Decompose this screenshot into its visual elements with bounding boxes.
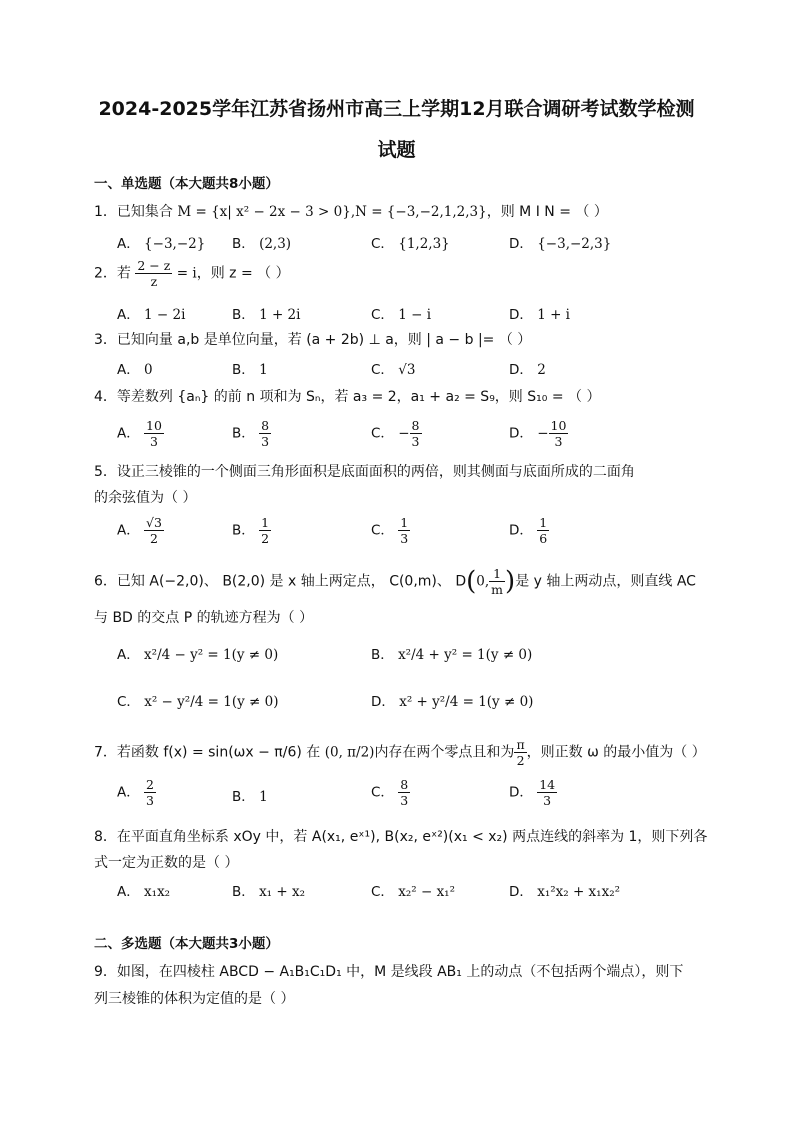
option-d[interactable]: D． − $\frac{10}{3}$ bbox=[509, 418, 567, 449]
option-b[interactable]: B． x²/4 + y² = 1(y ≠ 0) bbox=[371, 647, 533, 663]
option-d[interactable]: D． x₁²x₂ + x₁x₂² bbox=[509, 884, 621, 900]
question-2: 2．若 $\frac{2 - z}{z}$ = i，则 z = （ ） bbox=[94, 258, 290, 289]
section-heading-single-choice: 一、单选题（本大题共8小题） bbox=[94, 176, 279, 192]
option-a[interactable]: A． x₁x₂ bbox=[117, 884, 171, 900]
option-a[interactable]: A． $\frac{2}{3}$ bbox=[117, 777, 154, 808]
question-8-continued: 式一定为正数的是（ ） bbox=[94, 855, 239, 871]
page-title: 2024-2025学年江苏省扬州市高三上学期12月联合调研考试数学检测 bbox=[98, 98, 695, 120]
question-number: 1． bbox=[94, 204, 117, 220]
question-1 bbox=[94, 201, 608, 221]
math-set-m: M = {x| x² − 2x − 3 > 0} bbox=[177, 204, 351, 220]
math-interval: (0, π/2) bbox=[324, 744, 375, 761]
section-heading-multiple-choice: 二、多选题（本大题共3小题） bbox=[94, 936, 279, 952]
option-c[interactable]: C． $\frac{1}{3}$ bbox=[371, 515, 409, 546]
question-9-continued: 列三棱锥的体积为定值的是（ ） bbox=[94, 991, 295, 1007]
option-d[interactable]: D． 2 bbox=[509, 362, 546, 378]
option-b[interactable]: B． 1 bbox=[232, 362, 268, 378]
option-a[interactable]: A． $\frac{√3}{2}$ bbox=[117, 515, 162, 546]
question-text: 已知集合 bbox=[116, 204, 173, 220]
question-3: 3．已知向量 a,b 是单位向量，若 (a + 2b) ⊥ a，则 | a − b |= （ ） bbox=[94, 332, 532, 348]
fraction: $\frac{2 - z}{z}$ bbox=[137, 258, 171, 289]
option-c[interactable]: C． 1 − i bbox=[371, 307, 432, 323]
question-text: ，则 M I N = （ ） bbox=[486, 204, 608, 220]
option-a[interactable]: A． x²/4 − y² = 1(y ≠ 0) bbox=[117, 647, 279, 663]
option-c[interactable]: C． {1,2,3} bbox=[371, 236, 450, 252]
question-6-continued: 与 BD 的交点 P 的轨迹方程为（ ） bbox=[94, 610, 314, 626]
question-7: 7．若函数 f(x) = sin(ωx − π/6) 在 (0, π/2)内存在两个零点且和为 $\frac{\pi}{2}$ ，则正数 ω 的最小值为（ ） bbox=[94, 737, 706, 768]
option-d[interactable]: D． x² + y²/4 = 1(y ≠ 0) bbox=[371, 694, 534, 710]
option-d[interactable]: D． $\frac{14}{3}$ bbox=[509, 777, 556, 808]
math-set-n: ,N = {−3,−2,1,2,3} bbox=[350, 204, 487, 220]
option-b[interactable]: B． $\frac{1}{2}$ bbox=[232, 515, 270, 546]
option-b[interactable]: B． x₁ + x₂ bbox=[232, 884, 306, 900]
question-6: 6．已知 A(−2,0)、 B(2,0) 是 x 轴上两定点， C(0,m)、 D(0, $\frac{1}{m}$ )是 y 轴上两动点，则直线 AC bbox=[94, 566, 696, 597]
option-b[interactable]: B． 1 + 2i bbox=[232, 307, 301, 323]
question-4: 4．等差数列 {aₙ} 的前 n 项和为 Sₙ，若 a₃ = 2，a₁ + a₂ = S₉，则 S₁₀ = （ ） bbox=[94, 389, 601, 405]
option-d[interactable]: D． 1 + i bbox=[509, 307, 571, 323]
question-5-continued: 的余弦值为（ ） bbox=[94, 490, 197, 506]
option-c[interactable]: C． √3 bbox=[371, 362, 416, 378]
page-title-continued: 试题 bbox=[377, 139, 416, 161]
option-d[interactable]: D． {−3,−2,3} bbox=[509, 236, 612, 252]
option-a[interactable]: A． 0 bbox=[117, 362, 153, 378]
option-c[interactable]: C． x² − y²/4 = 1(y ≠ 0) bbox=[117, 694, 279, 710]
option-a[interactable]: A． 1 − 2i bbox=[117, 307, 186, 323]
question-9: 9．如图，在四棱柱 ABCD − A₁B₁C₁D₁ 中，M 是线段 AB₁ 上的动点（不包括两个端点），则下 bbox=[94, 964, 684, 980]
option-b[interactable]: B． 1 bbox=[232, 789, 268, 805]
option-d[interactable]: D． $\frac{1}{6}$ bbox=[509, 515, 548, 546]
question-8: 8．在平面直角坐标系 xOy 中，若 A(x₁, eˣ¹), B(x₂, eˣ²)(x₁ < x₂) 两点连线的斜率为 1，则下列各 bbox=[94, 829, 708, 845]
option-b[interactable]: B． $\frac{8}{3}$ bbox=[232, 418, 270, 449]
option-b[interactable]: B． (2,3) bbox=[232, 236, 292, 252]
option-c[interactable]: C． − $\frac{8}{3}$ bbox=[371, 418, 420, 449]
option-a[interactable]: A． $\frac{10}{3}$ bbox=[117, 418, 162, 449]
option-a[interactable]: A． {−3,−2} bbox=[117, 236, 206, 252]
option-c[interactable]: C． $\frac{8}{3}$ bbox=[371, 777, 409, 808]
question-5: 5．设正三棱锥的一个侧面三角形面积是底面面积的两倍，则其侧面与底面所成的二面角 bbox=[94, 464, 635, 480]
option-c[interactable]: C． x₂² − x₁² bbox=[371, 884, 456, 900]
